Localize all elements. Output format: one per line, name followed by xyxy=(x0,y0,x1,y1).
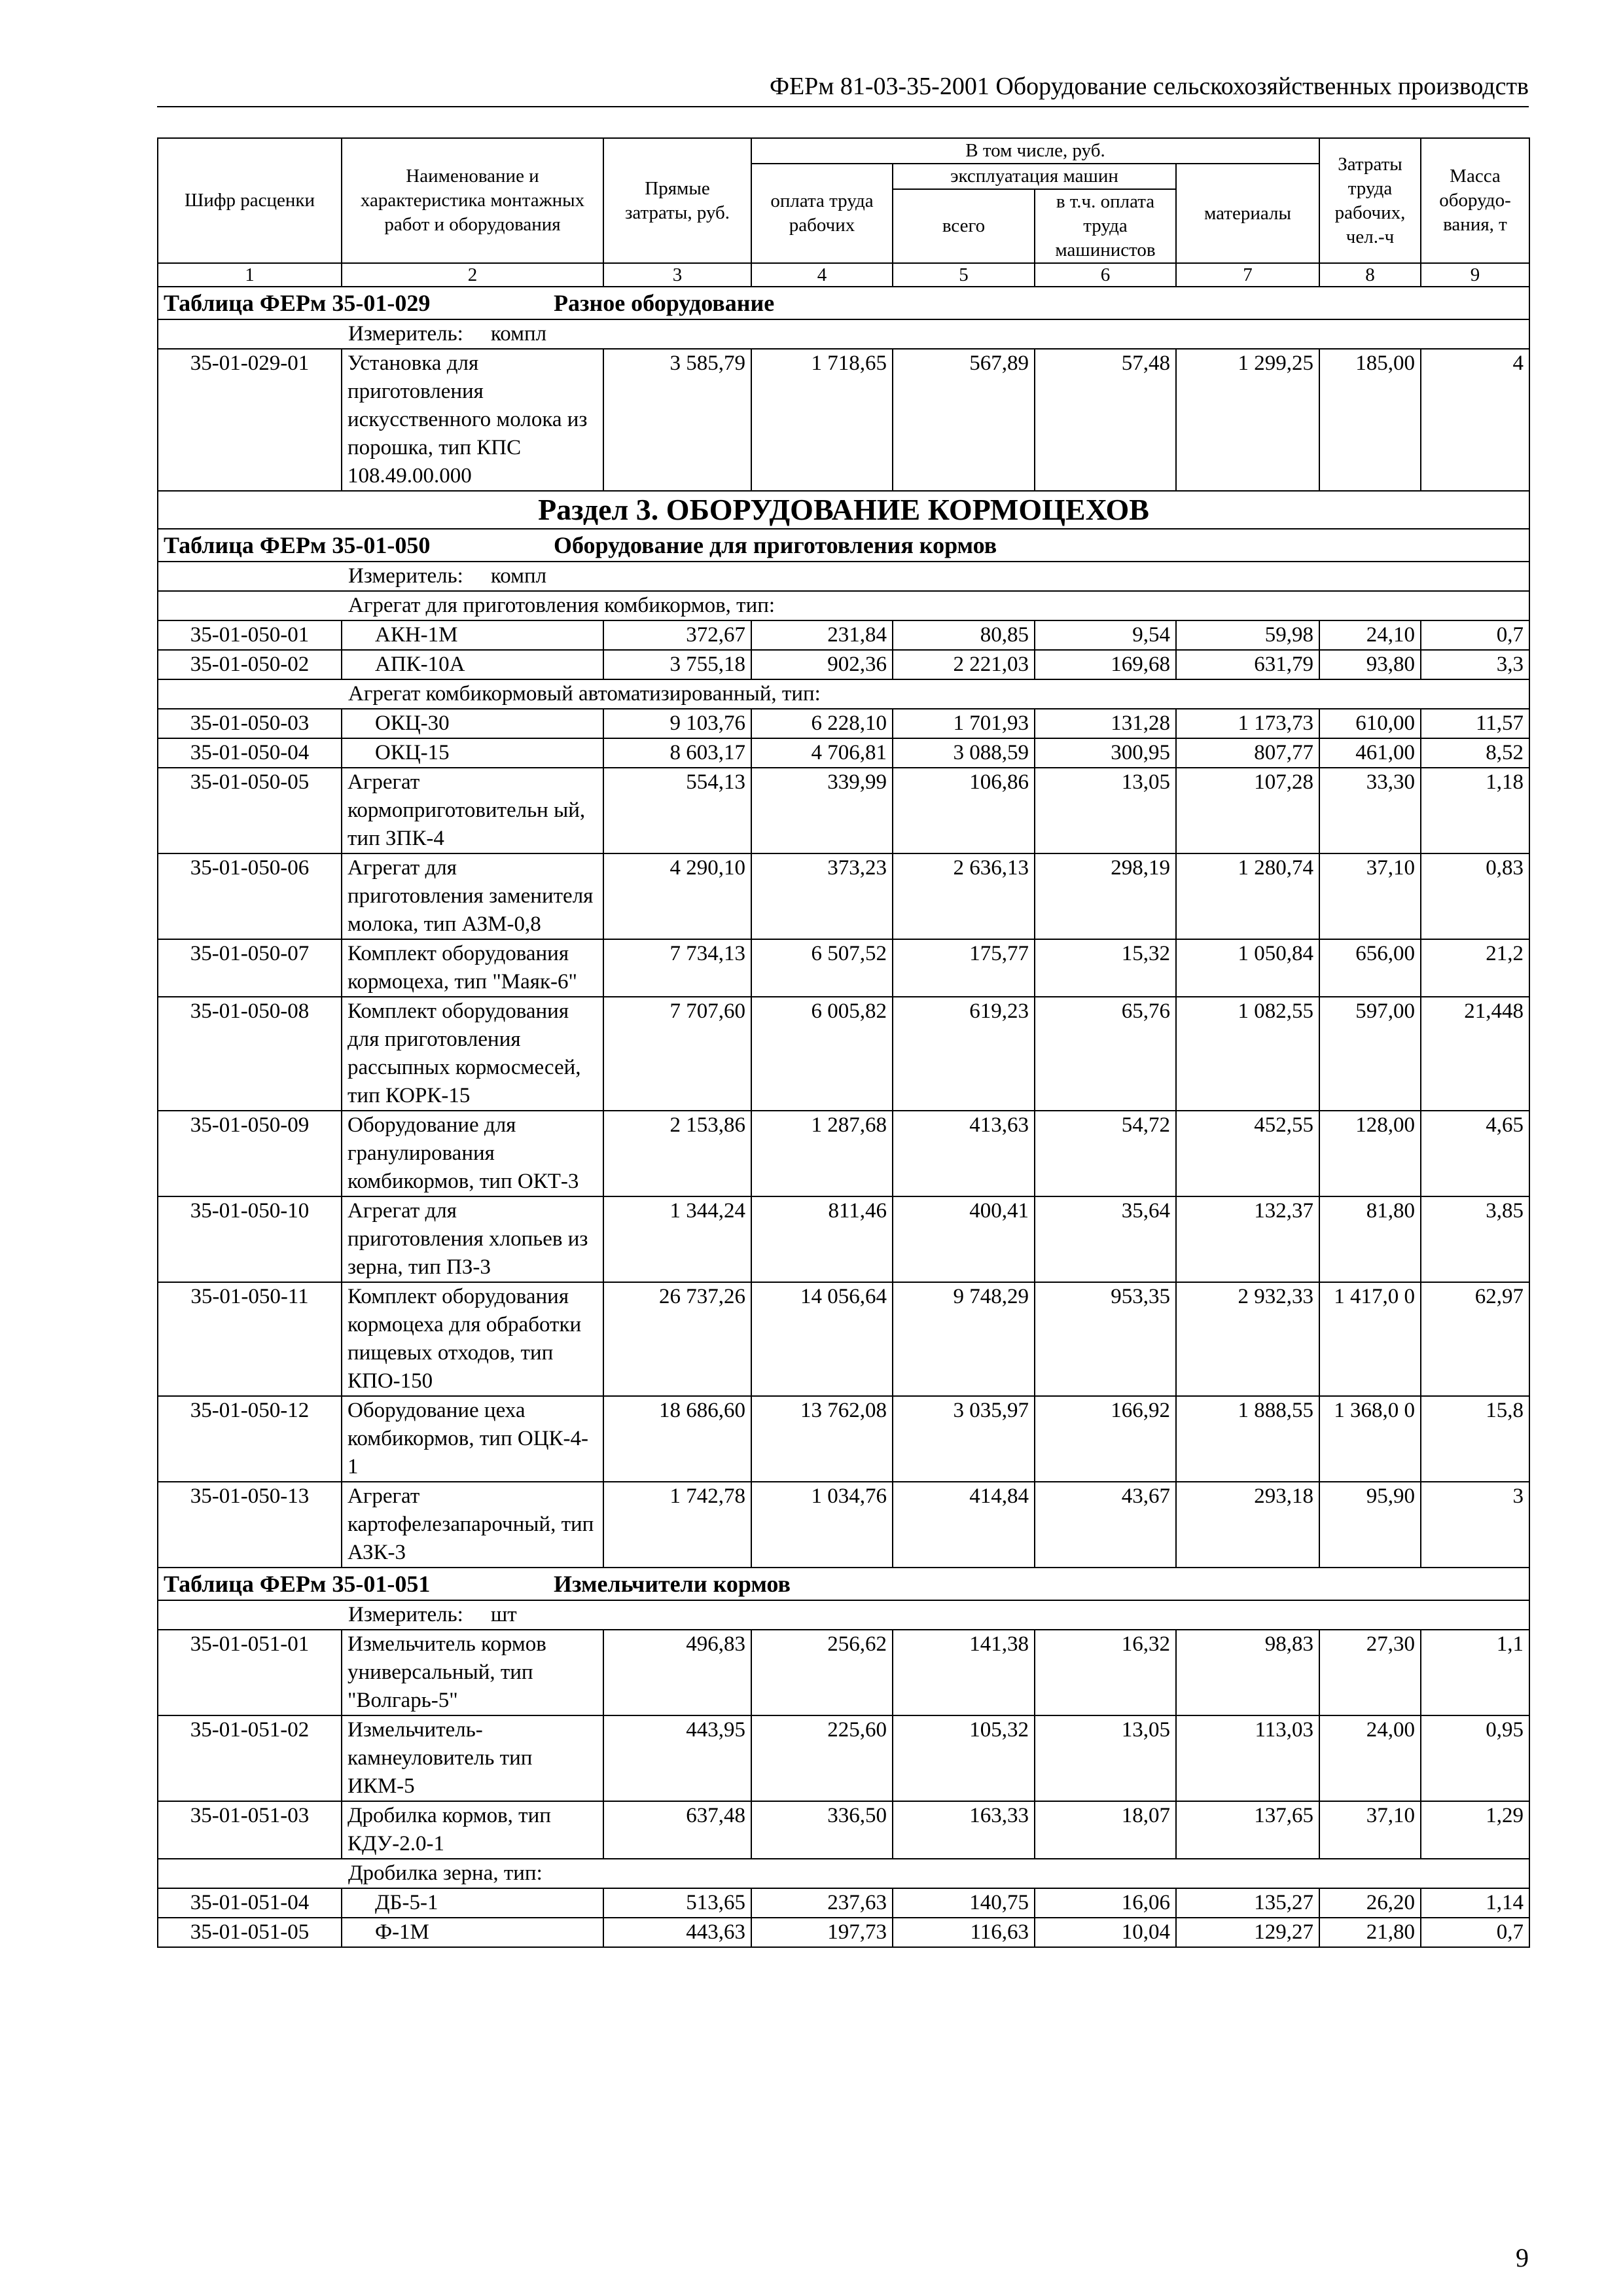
labor-pay: 902,36 xyxy=(751,650,893,679)
page-number: 9 xyxy=(1516,2243,1529,2272)
meter-unit: шт xyxy=(490,1603,517,1626)
materials-cost: 98,83 xyxy=(1176,1630,1319,1715)
machinists-pay: 16,06 xyxy=(1035,1888,1176,1918)
work-name: Оборудование для гранулирования комбикормов, тип ОКТ-3 xyxy=(342,1111,603,1196)
work-name: ДБ-5-1 xyxy=(342,1888,603,1918)
section-title: Раздел 3. ОБОРУДОВАНИЕ КОРМОЦЕХОВ xyxy=(158,491,1529,529)
work-name: Ф-1М xyxy=(342,1918,603,1947)
materials-cost: 631,79 xyxy=(1176,650,1319,679)
labor-hours: 24,00 xyxy=(1319,1715,1421,1801)
work-name: ОКЦ-15 xyxy=(342,738,603,768)
work-name: Агрегат картофелезапарочный, тип АЗК-3 xyxy=(342,1482,603,1568)
machinists-pay: 9,54 xyxy=(1035,620,1176,650)
machines-total: 175,77 xyxy=(893,939,1035,997)
materials-cost: 1 050,84 xyxy=(1176,939,1319,997)
machinists-pay: 300,95 xyxy=(1035,738,1176,768)
work-name: Установка для приготовления искусственного молока из порошка, тип КПС 108.49.00.000 xyxy=(342,349,603,491)
table-row xyxy=(158,1918,1529,1947)
machinists-pay: 10,04 xyxy=(1035,1918,1176,1947)
labor-hours: 26,20 xyxy=(1319,1888,1421,1918)
materials-cost: 1 888,55 xyxy=(1176,1396,1319,1482)
meter-row xyxy=(158,1600,1529,1630)
direct-cost: 3 585,79 xyxy=(603,349,751,491)
table-row xyxy=(158,997,1529,1111)
rate-code: 35-01-051-04 xyxy=(158,1888,342,1918)
header-labor-cost: Затраты труда рабочих, чел.-ч xyxy=(1319,138,1421,263)
table-row xyxy=(158,1111,1529,1196)
direct-cost: 1 742,78 xyxy=(603,1482,751,1568)
table-heading-row xyxy=(158,287,1529,319)
table-row xyxy=(158,939,1529,997)
rate-code: 35-01-050-08 xyxy=(158,997,342,1111)
equipment-mass: 3 xyxy=(1421,1482,1529,1568)
work-name: Оборудование цеха комбикормов, тип ОЦК-4-1 xyxy=(342,1396,603,1482)
table-heading-row xyxy=(158,1568,1529,1600)
direct-cost: 637,48 xyxy=(603,1801,751,1859)
table-row xyxy=(158,709,1529,738)
labor-hours: 597,00 xyxy=(1319,997,1421,1111)
work-name: Комплект оборудования для приготовления рассыпных кормосмесей, тип КОРК-15 xyxy=(342,997,603,1111)
meter-row xyxy=(158,562,1529,591)
labor-pay: 4 706,81 xyxy=(751,738,893,768)
group-label: Дробилка зерна, тип: xyxy=(158,1859,1529,1888)
work-name: Агрегат для приготовления заменителя молока, тип АЗМ-0,8 xyxy=(342,853,603,939)
machinists-pay: 65,76 xyxy=(1035,997,1176,1111)
machinists-pay: 16,32 xyxy=(1035,1630,1176,1715)
materials-cost: 113,03 xyxy=(1176,1715,1319,1801)
direct-cost: 3 755,18 xyxy=(603,650,751,679)
labor-hours: 33,30 xyxy=(1319,768,1421,853)
materials-cost: 107,28 xyxy=(1176,768,1319,853)
header-direct: Прямые затраты, руб. xyxy=(603,138,751,263)
machines-total: 163,33 xyxy=(893,1801,1035,1859)
rate-code: 35-01-050-01 xyxy=(158,620,342,650)
direct-cost: 443,95 xyxy=(603,1715,751,1801)
machinists-pay: 953,35 xyxy=(1035,1282,1176,1396)
labor-hours: 37,10 xyxy=(1319,853,1421,939)
table-title: Оборудование для приготовления кормов xyxy=(554,532,997,558)
column-number: 6 xyxy=(1035,263,1176,287)
materials-cost: 135,27 xyxy=(1176,1888,1319,1918)
rate-code: 35-01-050-09 xyxy=(158,1111,342,1196)
machines-total: 116,63 xyxy=(893,1918,1035,1947)
machines-total: 2 636,13 xyxy=(893,853,1035,939)
column-number: 7 xyxy=(1176,263,1319,287)
labor-hours: 24,10 xyxy=(1319,620,1421,650)
labor-hours: 1 368,0 0 xyxy=(1319,1396,1421,1482)
materials-cost: 2 932,33 xyxy=(1176,1282,1319,1396)
labor-pay: 13 762,08 xyxy=(751,1396,893,1482)
labor-pay: 6 507,52 xyxy=(751,939,893,997)
work-name: Комплект оборудования кормоцеха для обработки пищевых отходов, тип КПО-150 xyxy=(342,1282,603,1396)
equipment-mass: 1,18 xyxy=(1421,768,1529,853)
work-name: Агрегат для приготовления хлопьев из зерна, тип ПЗ-3 xyxy=(342,1196,603,1282)
equipment-mass: 1,14 xyxy=(1421,1888,1529,1918)
running-head: ФЕРм 81-03-35-2001 Оборудование сельскохозяйственных производств xyxy=(157,71,1529,107)
meter-label: Измеритель: xyxy=(348,322,463,346)
machinists-pay: 13,05 xyxy=(1035,768,1176,853)
labor-hours: 185,00 xyxy=(1319,349,1421,491)
labor-pay: 1 034,76 xyxy=(751,1482,893,1568)
materials-cost: 129,27 xyxy=(1176,1918,1319,1947)
materials-cost: 1 280,74 xyxy=(1176,853,1319,939)
rate-code: 35-01-051-03 xyxy=(158,1801,342,1859)
machines-total: 140,75 xyxy=(893,1888,1035,1918)
header-machines: эксплуатация машин xyxy=(893,164,1176,189)
equipment-mass: 0,7 xyxy=(1421,1918,1529,1947)
equipment-mass: 21,2 xyxy=(1421,939,1529,997)
work-name: Измельчитель кормов универсальный, тип "Волгарь-5" xyxy=(342,1630,603,1715)
rate-code: 35-01-051-02 xyxy=(158,1715,342,1801)
direct-cost: 26 737,26 xyxy=(603,1282,751,1396)
group-label: Агрегат для приготовления комбикормов, тип: xyxy=(158,591,1529,620)
group-row xyxy=(158,591,1529,620)
machinists-pay: 169,68 xyxy=(1035,650,1176,679)
machines-total: 414,84 xyxy=(893,1482,1035,1568)
price-table xyxy=(157,137,1530,1948)
meter-row xyxy=(158,319,1529,349)
labor-hours: 128,00 xyxy=(1319,1111,1421,1196)
header-name: Наименование и характеристика монтажных работ и оборудования xyxy=(342,138,603,263)
machinists-pay: 54,72 xyxy=(1035,1111,1176,1196)
rate-code: 35-01-050-11 xyxy=(158,1282,342,1396)
machinists-pay: 13,05 xyxy=(1035,1715,1176,1801)
labor-pay: 336,50 xyxy=(751,1801,893,1859)
rate-code: 35-01-050-06 xyxy=(158,853,342,939)
direct-cost: 9 103,76 xyxy=(603,709,751,738)
machines-total: 400,41 xyxy=(893,1196,1035,1282)
rate-code: 35-01-050-12 xyxy=(158,1396,342,1482)
work-name: Измельчитель-камнеуловитель тип ИКМ-5 xyxy=(342,1715,603,1801)
header-machines-total: всего xyxy=(893,189,1035,263)
labor-hours: 1 417,0 0 xyxy=(1319,1282,1421,1396)
table-row xyxy=(158,1630,1529,1715)
table-code: Таблица ФЕРм 35-01-050 xyxy=(164,532,431,558)
labor-pay: 1 718,65 xyxy=(751,349,893,491)
machines-total: 2 221,03 xyxy=(893,650,1035,679)
labor-hours: 95,90 xyxy=(1319,1482,1421,1568)
table-row xyxy=(158,738,1529,768)
work-name: Комплект оборудования кормоцеха, тип "Маяк-6" xyxy=(342,939,603,997)
table-row xyxy=(158,1482,1529,1568)
labor-hours: 610,00 xyxy=(1319,709,1421,738)
group-row xyxy=(158,1859,1529,1888)
table-code: Таблица ФЕРм 35-01-051 xyxy=(164,1571,431,1597)
materials-cost: 132,37 xyxy=(1176,1196,1319,1282)
table-title: Измельчители кормов xyxy=(554,1571,791,1597)
machinists-pay: 43,67 xyxy=(1035,1482,1176,1568)
header-materials: материалы xyxy=(1176,164,1319,263)
direct-cost: 554,13 xyxy=(603,768,751,853)
column-number: 5 xyxy=(893,263,1035,287)
table-row xyxy=(158,650,1529,679)
direct-cost: 8 603,17 xyxy=(603,738,751,768)
work-name: ОКЦ-30 xyxy=(342,709,603,738)
equipment-mass: 0,83 xyxy=(1421,853,1529,939)
rate-code: 35-01-050-13 xyxy=(158,1482,342,1568)
column-number: 3 xyxy=(603,263,751,287)
machines-total: 9 748,29 xyxy=(893,1282,1035,1396)
labor-pay: 1 287,68 xyxy=(751,1111,893,1196)
direct-cost: 7 707,60 xyxy=(603,997,751,1111)
labor-pay: 6 005,82 xyxy=(751,997,893,1111)
labor-hours: 27,30 xyxy=(1319,1630,1421,1715)
equipment-mass: 15,8 xyxy=(1421,1396,1529,1482)
column-numbers-row xyxy=(158,263,1529,287)
direct-cost: 18 686,60 xyxy=(603,1396,751,1482)
table-row xyxy=(158,768,1529,853)
materials-cost: 1 173,73 xyxy=(1176,709,1319,738)
table-heading-row xyxy=(158,529,1529,562)
direct-cost: 1 344,24 xyxy=(603,1196,751,1282)
materials-cost: 1 299,25 xyxy=(1176,349,1319,491)
rate-code: 35-01-050-07 xyxy=(158,939,342,997)
rate-code: 35-01-051-05 xyxy=(158,1918,342,1947)
materials-cost: 59,98 xyxy=(1176,620,1319,650)
direct-cost: 513,65 xyxy=(603,1888,751,1918)
labor-hours: 81,80 xyxy=(1319,1196,1421,1282)
machines-total: 3 035,97 xyxy=(893,1396,1035,1482)
materials-cost: 137,65 xyxy=(1176,1801,1319,1859)
equipment-mass: 4,65 xyxy=(1421,1111,1529,1196)
direct-cost: 496,83 xyxy=(603,1630,751,1715)
machines-total: 567,89 xyxy=(893,349,1035,491)
table-code: Таблица ФЕРм 35-01-029 xyxy=(164,290,431,316)
column-number: 8 xyxy=(1319,263,1421,287)
machines-total: 106,86 xyxy=(893,768,1035,853)
labor-hours: 37,10 xyxy=(1319,1801,1421,1859)
table-title: Разное оборудование xyxy=(554,290,775,316)
header-including: В том числе, руб. xyxy=(751,138,1319,164)
labor-hours: 93,80 xyxy=(1319,650,1421,679)
direct-cost: 4 290,10 xyxy=(603,853,751,939)
group-label: Агрегат комбикормовый автоматизированный, тип: xyxy=(158,679,1529,709)
labor-pay: 237,63 xyxy=(751,1888,893,1918)
meter-label: Измеритель: xyxy=(348,1603,463,1626)
machinists-pay: 35,64 xyxy=(1035,1196,1176,1282)
column-number: 4 xyxy=(751,263,893,287)
machinists-pay: 57,48 xyxy=(1035,349,1176,491)
labor-hours: 656,00 xyxy=(1319,939,1421,997)
table-row xyxy=(158,1196,1529,1282)
header-code: Шифр расценки xyxy=(158,138,342,263)
direct-cost: 2 153,86 xyxy=(603,1111,751,1196)
equipment-mass: 1,1 xyxy=(1421,1630,1529,1715)
machinists-pay: 131,28 xyxy=(1035,709,1176,738)
labor-pay: 197,73 xyxy=(751,1918,893,1947)
labor-pay: 339,99 xyxy=(751,768,893,853)
table-row xyxy=(158,1801,1529,1859)
column-number: 1 xyxy=(158,263,342,287)
equipment-mass: 3,85 xyxy=(1421,1196,1529,1282)
header-machinists-pay: в т.ч. оплата труда машинистов xyxy=(1035,189,1176,263)
labor-pay: 373,23 xyxy=(751,853,893,939)
machines-total: 413,63 xyxy=(893,1111,1035,1196)
equipment-mass: 8,52 xyxy=(1421,738,1529,768)
rate-code: 35-01-050-03 xyxy=(158,709,342,738)
machines-total: 141,38 xyxy=(893,1630,1035,1715)
machines-total: 3 088,59 xyxy=(893,738,1035,768)
equipment-mass: 4 xyxy=(1421,349,1529,491)
table-body xyxy=(158,287,1529,1947)
column-number: 2 xyxy=(342,263,603,287)
work-name: Дробилка кормов, тип КДУ-2.0-1 xyxy=(342,1801,603,1859)
rate-code: 35-01-050-05 xyxy=(158,768,342,853)
header-labor-pay: оплата труда рабочих xyxy=(751,164,893,263)
equipment-mass: 62,97 xyxy=(1421,1282,1529,1396)
machines-total: 80,85 xyxy=(893,620,1035,650)
labor-pay: 256,62 xyxy=(751,1630,893,1715)
labor-pay: 14 056,64 xyxy=(751,1282,893,1396)
equipment-mass: 1,29 xyxy=(1421,1801,1529,1859)
labor-hours: 21,80 xyxy=(1319,1918,1421,1947)
column-number: 9 xyxy=(1421,263,1529,287)
work-name: Агрегат кормоприготовительн ый, тип ЗПК-4 xyxy=(342,768,603,853)
meter-label: Измеритель: xyxy=(348,564,463,588)
table-row xyxy=(158,853,1529,939)
direct-cost: 372,67 xyxy=(603,620,751,650)
equipment-mass: 0,7 xyxy=(1421,620,1529,650)
materials-cost: 452,55 xyxy=(1176,1111,1319,1196)
header-mass: Масса оборудо-вания, т xyxy=(1421,138,1529,263)
table-row xyxy=(158,349,1529,491)
machinists-pay: 15,32 xyxy=(1035,939,1176,997)
labor-pay: 811,46 xyxy=(751,1196,893,1282)
machinists-pay: 298,19 xyxy=(1035,853,1176,939)
direct-cost: 443,63 xyxy=(603,1918,751,1947)
materials-cost: 807,77 xyxy=(1176,738,1319,768)
machinists-pay: 18,07 xyxy=(1035,1801,1176,1859)
table-row xyxy=(158,1282,1529,1396)
meter-unit: компл xyxy=(490,564,547,588)
machines-total: 1 701,93 xyxy=(893,709,1035,738)
equipment-mass: 11,57 xyxy=(1421,709,1529,738)
table-row xyxy=(158,1396,1529,1482)
direct-cost: 7 734,13 xyxy=(603,939,751,997)
rate-code: 35-01-050-10 xyxy=(158,1196,342,1282)
rate-code: 35-01-050-02 xyxy=(158,650,342,679)
group-row xyxy=(158,679,1529,709)
work-name: АКН-1М xyxy=(342,620,603,650)
labor-pay: 6 228,10 xyxy=(751,709,893,738)
equipment-mass: 0,95 xyxy=(1421,1715,1529,1801)
table-row xyxy=(158,1715,1529,1801)
section-row xyxy=(158,491,1529,529)
machines-total: 619,23 xyxy=(893,997,1035,1111)
labor-pay: 231,84 xyxy=(751,620,893,650)
meter-unit: компл xyxy=(490,322,547,346)
rate-code: 35-01-029-01 xyxy=(158,349,342,491)
table-row xyxy=(158,1888,1529,1918)
labor-hours: 461,00 xyxy=(1319,738,1421,768)
machinists-pay: 166,92 xyxy=(1035,1396,1176,1482)
machines-total: 105,32 xyxy=(893,1715,1035,1801)
labor-pay: 225,60 xyxy=(751,1715,893,1801)
table-row xyxy=(158,620,1529,650)
equipment-mass: 21,448 xyxy=(1421,997,1529,1111)
materials-cost: 1 082,55 xyxy=(1176,997,1319,1111)
materials-cost: 293,18 xyxy=(1176,1482,1319,1568)
rate-code: 35-01-050-04 xyxy=(158,738,342,768)
rate-code: 35-01-051-01 xyxy=(158,1630,342,1715)
work-name: АПК-10А xyxy=(342,650,603,679)
equipment-mass: 3,3 xyxy=(1421,650,1529,679)
